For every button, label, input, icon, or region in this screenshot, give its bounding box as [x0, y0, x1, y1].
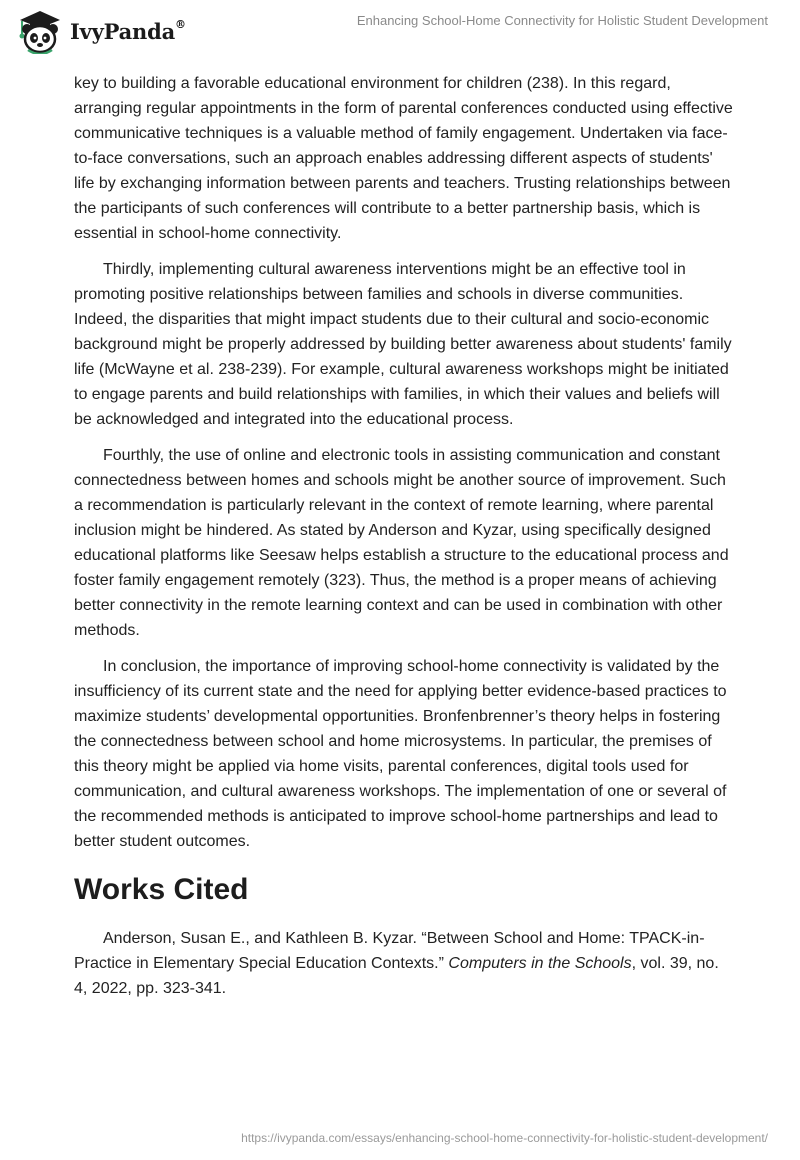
logo-text: IvyPanda® — [70, 17, 186, 44]
document-title: Enhancing School-Home Connectivity for Holistic Student Development — [356, 13, 768, 28]
citation-journal: Computers in the Schools — [448, 955, 632, 972]
paragraph-thirdly: Thirdly, implementing cultural awareness interventions might be an effective tool in promoting positive relationships between families and schools in diverse communities. Indeed, the disparities that might impact students due to their cultural and socio-economic background might be properly addressed by building better awareness about students' family life (McWayne et al. 238-239). For example, cultural awareness workshops might be initiated to engage parents and build relationships with families, in which their values and beliefs will be acknowledged and integrated into the educational process. — [74, 261, 732, 428]
paragraph-conclusion: In conclusion, the importance of improving school-home connectivity is validated by the insufficiency of its current state and the need for applying better evidence-based practices to maximize students’ developmental opportunities. Bronfenbrenner’s theory helps in fostering the connectedness between school and home microsystems. In particular, the premises of this theory might be applied via home visits, parental conferences, digital tools used for communication, and cultural awareness workshops. The implementation of one or several of the recommended methods is anticipated to improve school-home partnerships and lead to better student outcomes. — [74, 658, 727, 850]
essay-body — [74, 71, 734, 1012]
citation-authors-title: Anderson, Susan E., and Kathleen B. Kyzar. “Between School and Home: TPACK-in-Practice in Elementary Special Education Contexts.” — [74, 930, 705, 972]
citation-details: , vol. 39, no. 4, 2022, pp. 323-341. — [74, 955, 719, 997]
logo[interactable] — [14, 8, 186, 54]
paragraph-fourthly: Fourthly, the use of online and electronic tools in assisting communication and constant connectedness between homes and schools might be another source of improvement. Such a recommendation is particularly relevant in the context of remote learning, where parental inclusion might be hindered. As stated by Anderson and Kyzar, using specifically designed educational platforms like Seesaw helps establish a structure to the educational process and foster family engagement remotely (323). Thus, the method is a proper means of achieving better connectivity in the remote learning context and can be used in combination with other methods. — [74, 447, 729, 639]
source-url-link[interactable]: https://ivypanda.com/essays/enhancing-school-home-connectivity-for-holistic-student-development/ — [241, 1131, 768, 1145]
works-cited-heading: Works Cited — [74, 873, 249, 906]
page-header — [0, 0, 800, 64]
paragraph-continued: key to building a favorable educational environment for children (238). In this regard, arranging regular appointments in the form of parental conferences conducted using effective communicative techniques is a valuable method of family engagement. Undertaken via face-to-face conversations, such an approach enables addressing different aspects of students' life by exchanging information between parents and teachers. Trusting relationships between the participants of such conferences will contribute to a better partnership basis, which is essential in school-home connectivity. — [74, 75, 733, 242]
citation-entry — [74, 926, 734, 1001]
panda-logo-icon — [14, 8, 64, 54]
